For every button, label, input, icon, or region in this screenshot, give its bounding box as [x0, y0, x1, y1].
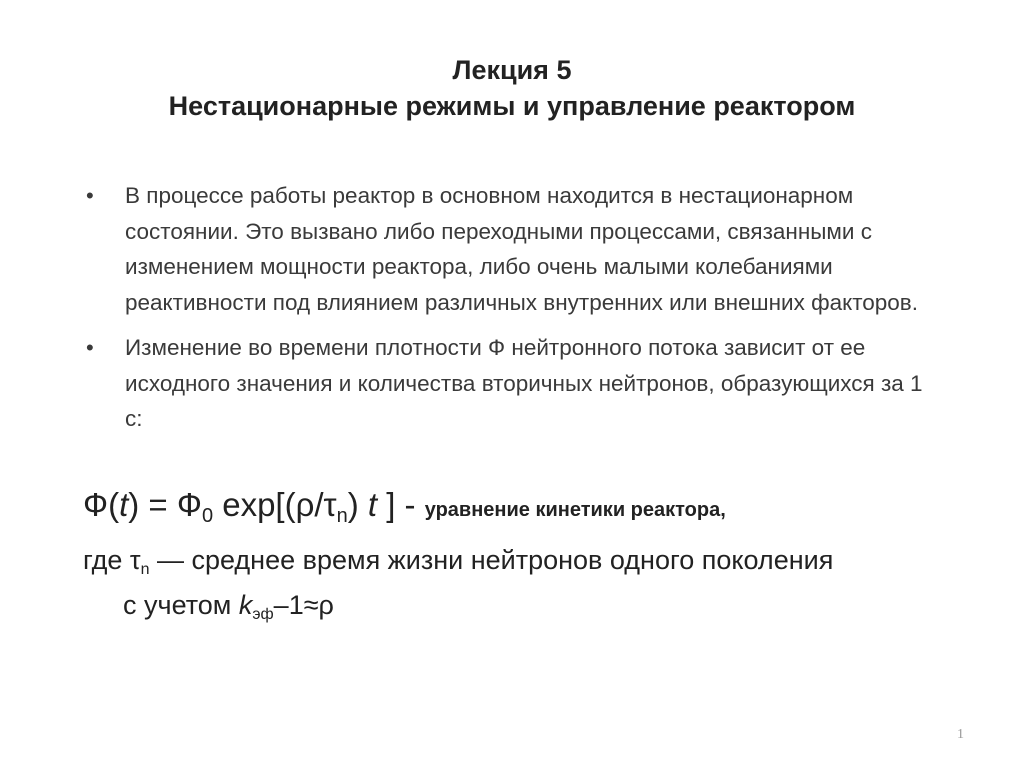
formula-var-t: t — [367, 486, 378, 523]
formula-part: ) — [347, 486, 368, 523]
kinetics-formula — [83, 484, 983, 531]
explanation-part: –1≈ρ — [273, 590, 334, 620]
bullet-item — [84, 178, 944, 320]
bullet-marker: • — [86, 335, 94, 360]
bullet-item — [84, 330, 944, 437]
explanation-part: где τ — [83, 545, 141, 575]
lecture-topic: Нестационарные режимы и управление реактором — [168, 91, 856, 121]
formula-subscript: n — [336, 505, 348, 527]
slide-title — [0, 52, 1024, 124]
formula-part: Ф( — [83, 486, 120, 523]
formula-part: ] - — [377, 486, 425, 523]
bullet-text: Изменение во времени плотности Ф нейтронного потока зависит от ее исходного значения и количества вторичных нейтронов, образующихся за 1 с: — [125, 335, 923, 431]
formula-var-t: t — [119, 486, 129, 523]
formula-part: exp[(ρ/τ — [213, 486, 337, 523]
explanation-part: с учетом — [123, 590, 239, 620]
explanation-subscript: эф — [252, 606, 274, 623]
lecture-number: Лекция 5 — [452, 55, 572, 85]
page-number: 1 — [957, 727, 964, 742]
bullet-list — [84, 178, 944, 447]
formula-part: ) = Ф — [128, 486, 202, 523]
k-eff-symbol: k — [238, 590, 253, 620]
bullet-marker: • — [86, 183, 94, 208]
explanation-part: — среднее время жизни нейтронов одного поколения — [149, 545, 834, 575]
explanation-line2 — [83, 583, 1003, 628]
formula-description: уравнение кинетики реактора, — [424, 499, 726, 521]
explanation-subscript: n — [140, 561, 150, 578]
formula-explanation — [83, 538, 1003, 628]
formula-subscript: 0 — [201, 505, 214, 527]
bullet-text: В процессе работы реактор в основном находится в нестационарном состоянии. Это вызвано либо переходными процессами, связанными с изменением мощности реактора, либо очень малыми колебаниями реактивности под влиянием различных внутренних или внешних факторов. — [125, 183, 919, 315]
